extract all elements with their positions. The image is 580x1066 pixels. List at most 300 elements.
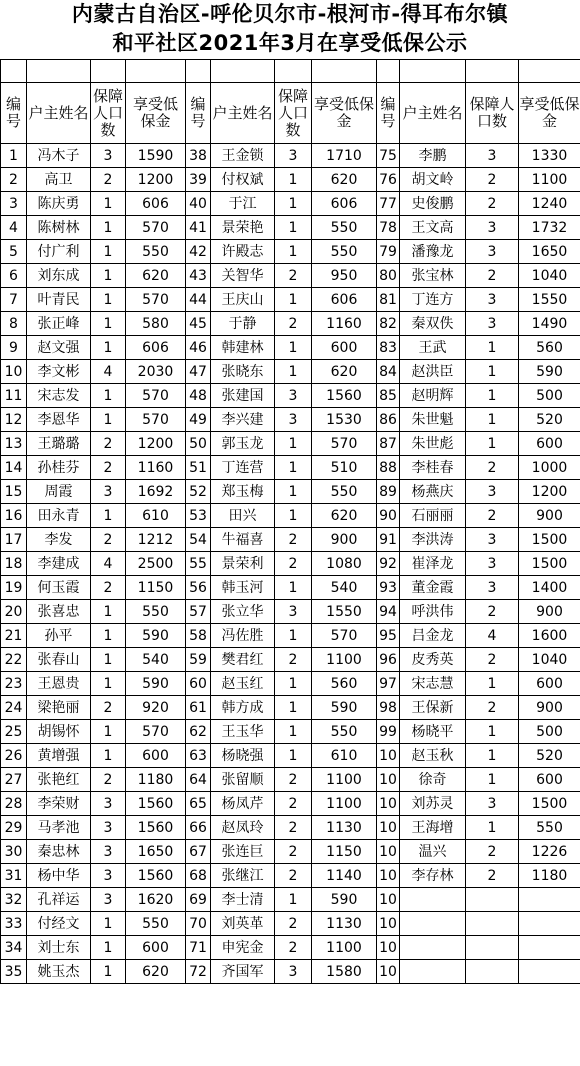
cell-name: 杨中华 — [27, 864, 91, 888]
cell-amount: 500 — [519, 384, 580, 408]
cell-amount: 1040 — [519, 648, 580, 672]
table-row — [1, 288, 580, 312]
cell-name: 秦忠林 — [27, 840, 91, 864]
cell-no: 80 — [377, 264, 400, 288]
cell-name: 周霞 — [27, 480, 91, 504]
table-row — [1, 312, 580, 336]
cell-amount: 620 — [312, 504, 377, 528]
cell-no: 68 — [186, 864, 211, 888]
cell-amount: 550 — [312, 720, 377, 744]
table-row — [1, 192, 580, 216]
cell-no: 81 — [377, 288, 400, 312]
cell-no: 71 — [186, 936, 211, 960]
cell-count: 1 — [91, 912, 126, 936]
cell-no: 10 — [377, 792, 400, 816]
cell-no: 10 — [377, 912, 400, 936]
cell-amount: 570 — [126, 384, 186, 408]
cell-no: 10 — [377, 888, 400, 912]
cell-count: 2 — [275, 264, 312, 288]
cell-count: 1 — [91, 192, 126, 216]
cell-count: 1 — [466, 720, 519, 744]
cell-amount: 1580 — [312, 960, 377, 984]
cell-count: 1 — [91, 672, 126, 696]
cell-no: 28 — [1, 792, 27, 816]
cell-amount: 1130 — [312, 912, 377, 936]
cell-amount: 1590 — [126, 144, 186, 168]
cell-amount: 550 — [312, 480, 377, 504]
cell-no: 65 — [186, 792, 211, 816]
cell-amount: 1200 — [519, 480, 580, 504]
header-count: 保障人口数 — [91, 83, 126, 144]
cell-amount: 1692 — [126, 480, 186, 504]
cell-count: 1 — [466, 432, 519, 456]
header-no: 编号 — [1, 83, 27, 144]
cell-amount: 1710 — [312, 144, 377, 168]
cell-count: 1 — [466, 816, 519, 840]
cell-no: 97 — [377, 672, 400, 696]
cell-amount: 1150 — [312, 840, 377, 864]
table-row — [1, 864, 580, 888]
cell-amount: 590 — [312, 696, 377, 720]
cell-amount: 510 — [312, 456, 377, 480]
cell-no: 51 — [186, 456, 211, 480]
cell-amount: 590 — [126, 672, 186, 696]
cell-count: 1 — [466, 336, 519, 360]
cell-no: 9 — [1, 336, 27, 360]
cell-name: 孙平 — [27, 624, 91, 648]
cell-amount: 606 — [126, 192, 186, 216]
cell-name: 付经文 — [27, 912, 91, 936]
cell-name: 史俊鹏 — [400, 192, 466, 216]
cell-count: 3 — [466, 528, 519, 552]
header-row — [1, 83, 580, 144]
cell-no: 10 — [377, 744, 400, 768]
cell-count: 1 — [91, 960, 126, 984]
cell-amount: 570 — [126, 408, 186, 432]
table-row — [1, 840, 580, 864]
cell-no: 89 — [377, 480, 400, 504]
cell-name: 张建国 — [211, 384, 275, 408]
cell-no: 76 — [377, 168, 400, 192]
cell-no: 10 — [377, 864, 400, 888]
cell-count: 1 — [91, 408, 126, 432]
cell-name: 温兴 — [400, 840, 466, 864]
cell-amount: 1560 — [126, 792, 186, 816]
cell-name: 王金锁 — [211, 144, 275, 168]
cell-name: 李存林 — [400, 864, 466, 888]
cell-amount: 520 — [519, 744, 580, 768]
cell-name: 李文彬 — [27, 360, 91, 384]
cell-amount — [519, 912, 580, 936]
cell-count: 2 — [466, 192, 519, 216]
cell-name: 冯木子 — [27, 144, 91, 168]
spacer-row — [1, 60, 580, 83]
cell-count: 1 — [91, 240, 126, 264]
cell-name: 王武 — [400, 336, 466, 360]
cell-count: 1 — [91, 624, 126, 648]
cell-amount: 550 — [519, 816, 580, 840]
cell-no: 66 — [186, 816, 211, 840]
table-row — [1, 720, 580, 744]
cell-no: 7 — [1, 288, 27, 312]
table-row — [1, 216, 580, 240]
cell-amount: 620 — [312, 168, 377, 192]
cell-count: 3 — [91, 792, 126, 816]
cell-count: 1 — [275, 336, 312, 360]
page-title-line1: 内蒙古自治区-呼伦贝尔市-根河市-得耳布尔镇 — [71, 2, 509, 26]
cell-name: 景荣艳 — [211, 216, 275, 240]
cell-amount: 1000 — [519, 456, 580, 480]
table-row — [1, 648, 580, 672]
table-row — [1, 432, 580, 456]
cell-no: 70 — [186, 912, 211, 936]
table-row — [1, 384, 580, 408]
cell-name: 孙桂芬 — [27, 456, 91, 480]
cell-name: 潘豫龙 — [400, 240, 466, 264]
cell-amount: 550 — [126, 600, 186, 624]
cell-amount: 1160 — [126, 456, 186, 480]
cell-name: 董金霞 — [400, 576, 466, 600]
cell-count: 3 — [466, 312, 519, 336]
header-no: 编号 — [377, 83, 400, 144]
cell-no: 15 — [1, 480, 27, 504]
cell-amount: 1650 — [126, 840, 186, 864]
cell-name: 刘东成 — [27, 264, 91, 288]
cell-amount: 600 — [126, 744, 186, 768]
cell-no: 69 — [186, 888, 211, 912]
cell-count: 2 — [466, 696, 519, 720]
cell-count: 3 — [275, 408, 312, 432]
cell-name: 齐国军 — [211, 960, 275, 984]
cell-amount — [519, 960, 580, 984]
cell-count: 1 — [275, 672, 312, 696]
cell-no: 95 — [377, 624, 400, 648]
table-row — [1, 576, 580, 600]
cell-no: 23 — [1, 672, 27, 696]
cell-no: 61 — [186, 696, 211, 720]
cell-amount: 1100 — [312, 936, 377, 960]
cell-amount: 590 — [312, 888, 377, 912]
cell-name: 叶青民 — [27, 288, 91, 312]
cell-amount: 1040 — [519, 264, 580, 288]
cell-name: 李建成 — [27, 552, 91, 576]
table-row — [1, 744, 580, 768]
cell-no: 88 — [377, 456, 400, 480]
cell-count: 1 — [91, 936, 126, 960]
table-row — [1, 600, 580, 624]
cell-no: 31 — [1, 864, 27, 888]
cell-count: 1 — [466, 768, 519, 792]
cell-name: 何玉霞 — [27, 576, 91, 600]
table-row — [1, 168, 580, 192]
cell-no: 25 — [1, 720, 27, 744]
cell-amount: 610 — [126, 504, 186, 528]
table-row — [1, 336, 580, 360]
cell-count: 1 — [91, 216, 126, 240]
cell-name: 张连巨 — [211, 840, 275, 864]
cell-no: 86 — [377, 408, 400, 432]
cell-no: 17 — [1, 528, 27, 552]
cell-name: 景荣利 — [211, 552, 275, 576]
cell-no: 64 — [186, 768, 211, 792]
cell-count: 3 — [466, 288, 519, 312]
cell-amount — [519, 888, 580, 912]
cell-count: 1 — [275, 216, 312, 240]
cell-no: 18 — [1, 552, 27, 576]
cell-count: 1 — [466, 672, 519, 696]
cell-count: 2 — [275, 816, 312, 840]
cell-count: 2 — [466, 648, 519, 672]
cell-count: 2 — [466, 456, 519, 480]
cell-count: 1 — [275, 168, 312, 192]
cell-count: 3 — [466, 576, 519, 600]
cell-count: 2 — [91, 528, 126, 552]
cell-amount: 590 — [519, 360, 580, 384]
cell-count: 3 — [91, 840, 126, 864]
cell-no: 14 — [1, 456, 27, 480]
cell-amount: 600 — [519, 768, 580, 792]
cell-name: 徐奇 — [400, 768, 466, 792]
cell-count: 1 — [466, 744, 519, 768]
cell-count: 2 — [91, 432, 126, 456]
cell-count: 1 — [91, 504, 126, 528]
cell-amount: 560 — [312, 672, 377, 696]
cell-count — [466, 960, 519, 984]
cell-name: 韩建林 — [211, 336, 275, 360]
table-row — [1, 768, 580, 792]
cell-no: 84 — [377, 360, 400, 384]
cell-no: 85 — [377, 384, 400, 408]
header-count: 保障人口数 — [466, 83, 519, 144]
cell-count: 2 — [91, 768, 126, 792]
cell-no: 92 — [377, 552, 400, 576]
header-name: 户主姓名 — [27, 83, 91, 144]
cell-count: 3 — [466, 552, 519, 576]
cell-amount: 1500 — [519, 528, 580, 552]
cell-name: 梁艳丽 — [27, 696, 91, 720]
cell-amount: 1500 — [519, 552, 580, 576]
cell-count: 3 — [275, 384, 312, 408]
cell-name: 牛福喜 — [211, 528, 275, 552]
cell-name: 张春山 — [27, 648, 91, 672]
cell-no: 8 — [1, 312, 27, 336]
cell-name: 胡锡怀 — [27, 720, 91, 744]
cell-name: 张留顺 — [211, 768, 275, 792]
cell-amount: 1490 — [519, 312, 580, 336]
cell-name: 刘英革 — [211, 912, 275, 936]
cell-amount: 2500 — [126, 552, 186, 576]
cell-amount: 1140 — [312, 864, 377, 888]
cell-no: 45 — [186, 312, 211, 336]
cell-count: 2 — [466, 168, 519, 192]
cell-count: 2 — [466, 264, 519, 288]
cell-no: 63 — [186, 744, 211, 768]
cell-count: 2 — [275, 552, 312, 576]
cell-no: 78 — [377, 216, 400, 240]
cell-no: 60 — [186, 672, 211, 696]
cell-no: 34 — [1, 936, 27, 960]
cell-count: 3 — [275, 600, 312, 624]
cell-count: 2 — [275, 864, 312, 888]
cell-amount: 1100 — [312, 792, 377, 816]
cell-count: 1 — [275, 576, 312, 600]
cell-amount: 550 — [312, 240, 377, 264]
cell-no: 33 — [1, 912, 27, 936]
cell-count: 4 — [91, 360, 126, 384]
cell-no: 38 — [186, 144, 211, 168]
cell-name: 赵玉红 — [211, 672, 275, 696]
cell-count: 2 — [275, 792, 312, 816]
cell-amount: 550 — [126, 240, 186, 264]
cell-count: 4 — [91, 552, 126, 576]
cell-no: 41 — [186, 216, 211, 240]
cell-amount: 1620 — [126, 888, 186, 912]
cell-no: 57 — [186, 600, 211, 624]
cell-no: 79 — [377, 240, 400, 264]
cell-amount: 500 — [519, 720, 580, 744]
cell-amount: 1226 — [519, 840, 580, 864]
table-row — [1, 888, 580, 912]
cell-amount: 570 — [312, 624, 377, 648]
cell-count — [466, 912, 519, 936]
cell-name: 丁连方 — [400, 288, 466, 312]
cell-no: 94 — [377, 600, 400, 624]
cell-name: 杨燕庆 — [400, 480, 466, 504]
cell-no: 52 — [186, 480, 211, 504]
cell-name: 田永青 — [27, 504, 91, 528]
cell-no: 82 — [377, 312, 400, 336]
cell-count: 2 — [91, 456, 126, 480]
cell-count: 3 — [466, 480, 519, 504]
cell-amount: 606 — [312, 288, 377, 312]
cell-name: 郭玉龙 — [211, 432, 275, 456]
cell-count — [466, 936, 519, 960]
cell-no: 24 — [1, 696, 27, 720]
cell-name: 李荣财 — [27, 792, 91, 816]
cell-count: 3 — [275, 144, 312, 168]
cell-no: 21 — [1, 624, 27, 648]
cell-amount: 560 — [519, 336, 580, 360]
cell-name: 张宝林 — [400, 264, 466, 288]
cell-count: 3 — [275, 960, 312, 984]
cell-no: 1 — [1, 144, 27, 168]
cell-no: 27 — [1, 768, 27, 792]
cell-no: 10 — [1, 360, 27, 384]
cell-amount: 1100 — [312, 768, 377, 792]
cell-count: 1 — [275, 456, 312, 480]
cell-amount: 900 — [312, 528, 377, 552]
cell-name: 石丽丽 — [400, 504, 466, 528]
cell-name: 黄增强 — [27, 744, 91, 768]
cell-no: 16 — [1, 504, 27, 528]
cell-name: 于静 — [211, 312, 275, 336]
cell-count: 1 — [91, 744, 126, 768]
cell-name: 陈树林 — [27, 216, 91, 240]
cell-count: 3 — [91, 864, 126, 888]
cell-name: 王庆山 — [211, 288, 275, 312]
cell-no: 10 — [377, 816, 400, 840]
cell-name: 付广利 — [27, 240, 91, 264]
cell-amount: 540 — [312, 576, 377, 600]
cell-no: 11 — [1, 384, 27, 408]
cell-name: 宋志发 — [27, 384, 91, 408]
cell-count: 1 — [275, 240, 312, 264]
cell-amount: 1550 — [312, 600, 377, 624]
cell-count: 2 — [275, 528, 312, 552]
cell-no: 12 — [1, 408, 27, 432]
cell-amount: 600 — [519, 672, 580, 696]
cell-count: 1 — [91, 288, 126, 312]
cell-name: 李恩华 — [27, 408, 91, 432]
cell-name: 张立华 — [211, 600, 275, 624]
cell-no: 53 — [186, 504, 211, 528]
cell-name: 李发 — [27, 528, 91, 552]
cell-count: 1 — [91, 600, 126, 624]
header-amount: 享受低保金 — [312, 83, 377, 144]
cell-name: 于江 — [211, 192, 275, 216]
cell-no: 10 — [377, 840, 400, 864]
cell-count: 1 — [275, 696, 312, 720]
cell-no: 96 — [377, 648, 400, 672]
cell-no: 58 — [186, 624, 211, 648]
cell-name: 朱世彪 — [400, 432, 466, 456]
table-row — [1, 696, 580, 720]
cell-amount: 1500 — [519, 792, 580, 816]
table-row — [1, 408, 580, 432]
cell-name: 孔祥运 — [27, 888, 91, 912]
cell-name: 张正峰 — [27, 312, 91, 336]
cell-name: 赵玉秋 — [400, 744, 466, 768]
cell-no: 4 — [1, 216, 27, 240]
cell-count: 1 — [275, 432, 312, 456]
table-row — [1, 672, 580, 696]
cell-count: 1 — [275, 888, 312, 912]
cell-no: 40 — [186, 192, 211, 216]
cell-no: 30 — [1, 840, 27, 864]
cell-amount: 1600 — [519, 624, 580, 648]
cell-no: 29 — [1, 816, 27, 840]
cell-name: 皮秀英 — [400, 648, 466, 672]
cell-count: 3 — [466, 240, 519, 264]
cell-name: 崔泽龙 — [400, 552, 466, 576]
cell-no: 10 — [377, 768, 400, 792]
cell-amount: 600 — [312, 336, 377, 360]
cell-amount: 620 — [126, 960, 186, 984]
cell-name: 王保新 — [400, 696, 466, 720]
cell-no: 77 — [377, 192, 400, 216]
cell-amount: 606 — [126, 336, 186, 360]
cell-name: 李士清 — [211, 888, 275, 912]
cell-name: 秦双佚 — [400, 312, 466, 336]
cell-count: 1 — [275, 288, 312, 312]
cell-no: 55 — [186, 552, 211, 576]
header-count: 保障人口数 — [275, 83, 312, 144]
cell-name: 韩玉河 — [211, 576, 275, 600]
table-row — [1, 816, 580, 840]
cell-name: 赵洪臣 — [400, 360, 466, 384]
cell-name: 王文高 — [400, 216, 466, 240]
cell-count: 3 — [466, 792, 519, 816]
cell-amount: 570 — [126, 288, 186, 312]
cell-amount: 900 — [519, 504, 580, 528]
title-block — [0, 0, 580, 59]
cell-count: 1 — [91, 336, 126, 360]
cell-amount: 1560 — [126, 864, 186, 888]
cell-count: 1 — [466, 384, 519, 408]
cell-amount: 1560 — [312, 384, 377, 408]
cell-count: 2 — [91, 168, 126, 192]
cell-count: 2 — [275, 648, 312, 672]
